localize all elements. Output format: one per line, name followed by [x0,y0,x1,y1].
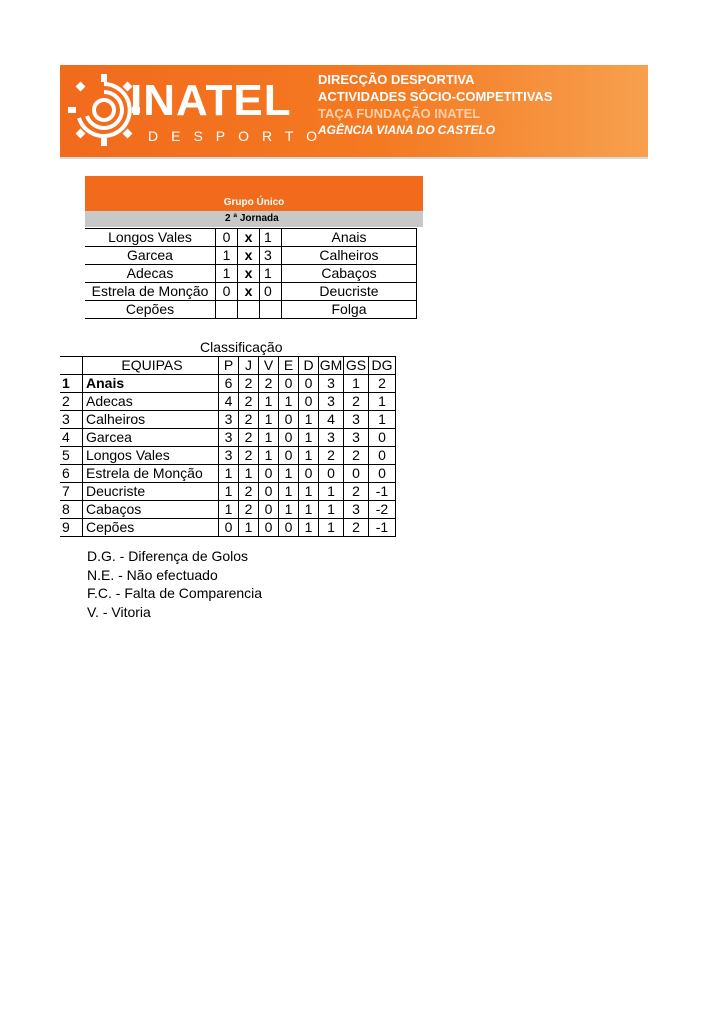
standings-cell-dg: 0 [369,429,396,447]
standings-cell-gs: 3 [344,501,369,519]
standings-cell-pos: 5 [60,447,83,465]
standings-cell-e: 0 [279,447,299,465]
standings-cell-d: 1 [299,501,319,519]
standings-cell-d: 0 [299,393,319,411]
standings-cell-pos: 4 [60,429,83,447]
home-score [216,301,238,319]
standings-cell-gm: 1 [319,519,344,537]
standings-cell-v: 1 [259,447,279,465]
standings-cell-p: 6 [219,375,239,393]
standings-cell-gm: 0 [319,465,344,483]
standings-cell-d: 1 [299,483,319,501]
standings-cell-gs: 0 [344,465,369,483]
standings-cell-gm: 2 [319,447,344,465]
away-team: Folga [282,301,417,319]
column-header: GS [344,357,369,375]
standings-cell-d: 1 [299,411,319,429]
versus-mark: x [238,265,260,283]
legend-item: V. - Vitoria [87,603,151,620]
column-header: EQUIPAS [83,357,219,375]
header-line-3: TAÇA FUNDAÇÃO INATEL [318,106,481,121]
standings-cell-v: 1 [259,429,279,447]
standings-cell-d: 1 [299,519,319,537]
versus-mark: x [238,229,260,247]
versus-mark [238,301,260,319]
standings-cell-v: 0 [259,501,279,519]
standings-cell-v: 0 [259,465,279,483]
standings-cell-gm: 1 [319,483,344,501]
standings-cell-gm: 3 [319,429,344,447]
standings-cell-j: 2 [239,501,259,519]
standings-cell-v: 1 [259,411,279,429]
home-team: Estrela de Monção [85,283,216,301]
standings-cell-team: Estrela de Monção [83,465,219,483]
versus-mark: x [238,247,260,265]
home-score: 1 [216,247,238,265]
header-line-2: ACTIVIDADES SÓCIO-COMPETITIVAS [318,89,553,104]
standings-cell-dg: 1 [369,393,396,411]
standings-row [60,483,396,501]
standings-row [60,519,396,537]
header-line-1: DIRECÇÃO DESPORTIVA [318,72,475,87]
home-team: Adecas [85,265,216,283]
away-team: Deucriste [282,283,417,301]
home-score: 0 [216,229,238,247]
game-row [85,265,417,283]
column-header: E [279,357,299,375]
standings-header-row [60,357,396,375]
standings-cell-dg: -2 [369,501,396,519]
standings-cell-e: 0 [279,519,299,537]
game-row [85,247,417,265]
standings-cell-gm: 1 [319,501,344,519]
away-score: 1 [260,229,282,247]
legend-item: N.E. - Não efectuado [87,566,218,583]
standings-cell-team: Cepões [83,519,219,537]
standings-cell-pos: 2 [60,393,83,411]
standings-row [60,447,396,465]
standings-cell-p: 1 [219,501,239,519]
standings-row [60,411,396,429]
standings-cell-gs: 1 [344,375,369,393]
standings-cell-p: 3 [219,429,239,447]
standings-cell-j: 1 [239,465,259,483]
away-score: 1 [260,265,282,283]
standings-cell-e: 0 [279,429,299,447]
standings-cell-j: 2 [239,483,259,501]
standings-cell-dg: 1 [369,411,396,429]
home-score: 0 [216,283,238,301]
standings-cell-v: 1 [259,393,279,411]
standings-cell-team: Anais [83,375,219,393]
standings-cell-e: 1 [279,501,299,519]
standings-cell-team: Cabaços [83,501,219,519]
standings-cell-gm: 4 [319,411,344,429]
standings-table [60,356,396,537]
standings-title: Classificação [200,339,283,355]
standings-cell-dg: 0 [369,447,396,465]
standings-cell-v: 0 [259,483,279,501]
away-score: 0 [260,283,282,301]
standings-cell-e: 1 [279,465,299,483]
standings-cell-j: 2 [239,393,259,411]
legend-item: F.C. - Falta de Comparencia [87,585,263,601]
column-header: GM [319,357,343,373]
standings-cell-d: 1 [299,447,319,465]
standings-cell-d: 0 [299,465,319,483]
game-row [85,301,417,319]
legend-item: D.G. - Diferença de Golos [87,548,249,564]
standings-cell-dg: 0 [369,465,396,483]
standings-cell-p: 0 [219,519,239,537]
standings-cell-team: Garcea [83,429,219,447]
standings-cell-dg: -1 [369,483,396,501]
standings-cell-p: 1 [219,483,239,501]
away-team: Anais [282,229,417,247]
standings-cell-pos: 9 [60,519,83,537]
standings-cell-d: 1 [299,429,319,447]
standings-cell-pos: 1 [60,375,83,393]
home-team: Longos Vales [85,229,216,247]
standings-cell-pos: 3 [60,411,83,429]
home-score: 1 [216,265,238,283]
standings-row [60,375,396,393]
game-row [85,229,417,247]
standings-cell-j: 2 [239,447,259,465]
standings-cell-gs: 2 [344,519,369,537]
standings-cell-dg: -1 [369,519,396,537]
column-header: DG [369,357,396,375]
standings-cell-e: 1 [279,393,299,411]
games-table [85,228,417,319]
away-team: Cabaços [282,265,417,283]
standings-cell-p: 4 [219,393,239,411]
standings-cell-v: 0 [259,519,279,537]
standings-cell-pos: 7 [60,483,83,501]
standings-cell-gs: 3 [344,411,369,429]
standings-cell-gs: 2 [344,393,369,411]
standings-row [60,429,396,447]
standings-cell-team: Deucriste [83,483,219,501]
standings-cell-dg: 2 [369,375,396,393]
standings-cell-team: Longos Vales [83,447,219,465]
legend [87,547,262,621]
standings-cell-gs: 2 [344,447,369,465]
standings-row [60,501,396,519]
versus-mark: x [238,283,260,301]
brand-subtitle: DESPORTO [148,128,331,144]
standings-cell-e: 0 [279,411,299,429]
column-header: J [239,357,259,375]
standings-cell-v: 2 [259,375,279,393]
standings-cell-p: 3 [219,447,239,465]
home-team: Garcea [85,247,216,265]
brand-name: INATEL [130,76,292,125]
standings-cell-e: 0 [279,375,299,393]
standings-cell-gm: 3 [319,393,344,411]
standings-cell-pos: 8 [60,501,83,519]
group-name: Grupo Único [223,197,285,208]
standings-row [60,465,396,483]
round-label: 2 ª Jornada [225,213,279,224]
standings-cell-j: 2 [239,429,259,447]
standings-cell-pos: 6 [60,465,83,483]
away-score [260,301,282,319]
header-line-4: AGÊNCIA VIANA DO CASTELO [318,123,496,137]
game-row [85,283,417,301]
standings-cell-j: 2 [239,411,259,429]
away-team: Calheiros [282,247,417,265]
standings-cell-gs: 2 [344,483,369,501]
standings-cell-team: Calheiros [83,411,219,429]
column-header: V [259,357,279,375]
standings-cell-p: 3 [219,411,239,429]
column-header: D [299,357,319,375]
standings-cell-j: 1 [239,519,259,537]
standings-cell-gm: 3 [319,375,344,393]
standings-cell-j: 2 [239,375,259,393]
standings-row [60,393,396,411]
column-header: P [219,357,239,375]
standings-cell-p: 1 [219,465,239,483]
standings-cell-e: 1 [279,483,299,501]
standings-cell-d: 0 [299,375,319,393]
home-team: Cepões [85,301,216,319]
standings-cell-gs: 3 [344,429,369,447]
away-score: 3 [260,247,282,265]
position-header [60,357,83,375]
standings-cell-team: Adecas [83,393,219,411]
